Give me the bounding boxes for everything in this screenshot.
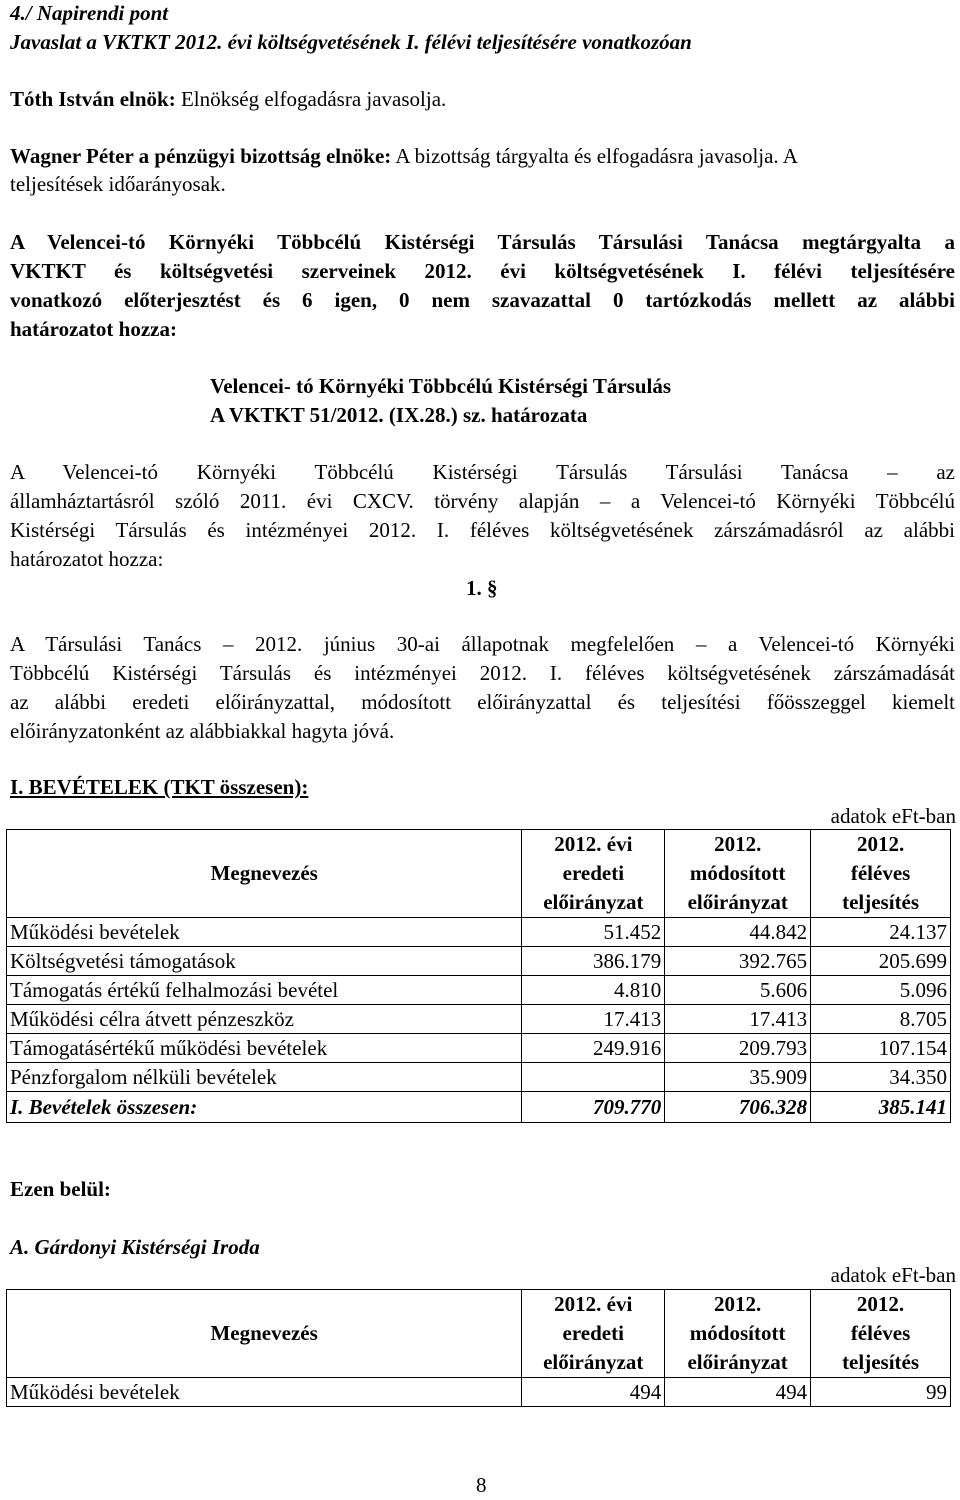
row-original: 386.179 (522, 947, 665, 976)
row-original: 494 (522, 1378, 665, 1407)
agenda-point: 4./ Napirendi pont (10, 1, 169, 25)
row-modified: 17.413 (665, 1005, 811, 1034)
total-modified: 706.328 (665, 1092, 811, 1123)
section-mark: 1. § (466, 576, 498, 600)
row-modified: 44.842 (665, 918, 811, 947)
para2-line-4: előirányzatonként az alábbiakkal hagyta jóvá. (10, 719, 395, 743)
row-modified: 392.765 (665, 947, 811, 976)
revenue-heading: I. BEVÉTELEK (TKT összesen): (10, 775, 309, 799)
toth-statement (10, 84, 446, 114)
toth-text: Elnökség elfogadásra javasolja. (175, 87, 447, 111)
row-actual: 8.705 (811, 1005, 951, 1034)
row-name: Költségvetési támogatások (7, 947, 522, 976)
para1-line-2: államháztartásról szóló 2011. évi CXCV. törvény alapján – a Velencei-tó Környéki Többcélú (10, 489, 955, 513)
header-original: 2012. évi eredeti előirányzat (522, 1290, 665, 1378)
row-name: Működési célra átvett pénzeszköz (7, 1005, 522, 1034)
row-actual: 34.350 (811, 1063, 951, 1092)
speaker-wagner: Wagner Péter a pénzügyi bizottság elnöke: (10, 144, 392, 168)
row-original: 249.916 (522, 1034, 665, 1063)
para2-line-3: az alábbi eredeti előirányzattal, módosított előirányzattal és teljesítési főösszeggel kiemelt (10, 690, 955, 714)
row-actual: 24.137 (811, 918, 951, 947)
row-original: 4.810 (522, 976, 665, 1005)
office-revenue-table (6, 1289, 951, 1407)
row-original: 17.413 (522, 1005, 665, 1034)
units-note-2: adatok eFt-ban (830, 1263, 956, 1287)
office-heading: A. Gárdonyi Kistérségi Iroda (10, 1235, 260, 1259)
row-name: Támogatás értékű felhalmozási bevétel (7, 976, 522, 1005)
header-modified: 2012. módosított előirányzat (665, 1290, 811, 1378)
row-name: Működési bevételek (7, 918, 522, 947)
total-name: I. Bevételek összesen: (7, 1092, 522, 1123)
row-name: Pénzforgalom nélküli bevételek (7, 1063, 522, 1092)
wagner-text: A bizottság tárgyalta és elfogadásra javasolja. A (391, 144, 798, 168)
row-modified: 5.606 (665, 976, 811, 1005)
speaker-toth: Tóth István elnök: (10, 87, 176, 111)
header-actual: 2012. féléves teljesítés (811, 830, 951, 918)
header-original: 2012. évi eredeti előirányzat (522, 830, 665, 918)
table-row (7, 1378, 951, 1407)
row-original (522, 1063, 665, 1092)
para2-line-1: A Társulási Tanács – 2012. június 30-ai állapotnak megfelelően – a Velencei-tó Környéki (10, 632, 955, 656)
decision-line-1: A Velencei-tó Környéki Többcélú Kistérségi Társulás Társulási Tanácsa megtárgyalta a (10, 230, 955, 254)
para1-line-3: Kistérségi Társulás és intézményei 2012. I. féléves költségvetésének zárszámadásról az alábbi (10, 518, 955, 542)
row-actual: 99 (811, 1378, 951, 1407)
total-original: 709.770 (522, 1092, 665, 1123)
table-row (7, 918, 951, 947)
para1-line-4: határozatot hozza: (10, 547, 164, 571)
table-row (7, 1005, 951, 1034)
proposal-title: Javaslat a VKTKT 2012. évi költségvetésének I. félévi teljesítésére vonatkozóan (10, 30, 692, 54)
table-header-row (7, 1290, 951, 1378)
decision-line-2: VKTKT és költségvetési szerveinek 2012. évi költségvetésének I. félévi teljesítésére (10, 259, 955, 283)
table-row (7, 976, 951, 1005)
wagner-statement (10, 141, 798, 171)
resolution-title-line-2: A VKTKT 51/2012. (IX.28.) sz. határozata (210, 403, 588, 427)
table-row (7, 1034, 951, 1063)
row-modified: 494 (665, 1378, 811, 1407)
para2-line-2: Többcélú Kistérségi Társulás és intézményei 2012. I. féléves költségvetésének zárszámadását (10, 661, 955, 685)
units-note: adatok eFt-ban (830, 804, 956, 828)
row-actual: 205.699 (811, 947, 951, 976)
decision-line-4: határozatot hozza: (10, 317, 177, 341)
row-original: 51.452 (522, 918, 665, 947)
page-number: 8 (476, 1473, 487, 1497)
decision-line-3: vonatkozó előterjesztést és 6 igen, 0 nem szavazattal 0 tartózkodás mellett az alábbi (10, 288, 955, 312)
para1-line-1: A Velencei-tó Környéki Többcélú Kistérségi Társulás Társulási Tanácsa – az (10, 460, 955, 484)
row-actual: 107.154 (811, 1034, 951, 1063)
row-actual: 5.096 (811, 976, 951, 1005)
row-modified: 35.909 (665, 1063, 811, 1092)
resolution-title-line-1: Velencei- tó Környéki Többcélú Kistérségi Társulás (210, 374, 672, 398)
row-name: Működési bevételek (7, 1378, 522, 1407)
table-row (7, 947, 951, 976)
row-name: Támogatásértékű működési bevételek (7, 1034, 522, 1063)
total-actual: 385.141 (811, 1092, 951, 1123)
header-modified: 2012. módosított előirányzat (665, 830, 811, 918)
header-name: Megnevezés (7, 830, 522, 918)
header-actual: 2012. féléves teljesítés (811, 1290, 951, 1378)
header-name: Megnevezés (7, 1290, 522, 1378)
table-header-row (7, 830, 951, 918)
row-modified: 209.793 (665, 1034, 811, 1063)
revenue-table (6, 829, 951, 1123)
total-row (7, 1092, 951, 1123)
wagner-text-line2: teljesítések időarányosak. (10, 172, 226, 196)
table-row (7, 1063, 951, 1092)
within-label: Ezen belül: (10, 1177, 111, 1201)
